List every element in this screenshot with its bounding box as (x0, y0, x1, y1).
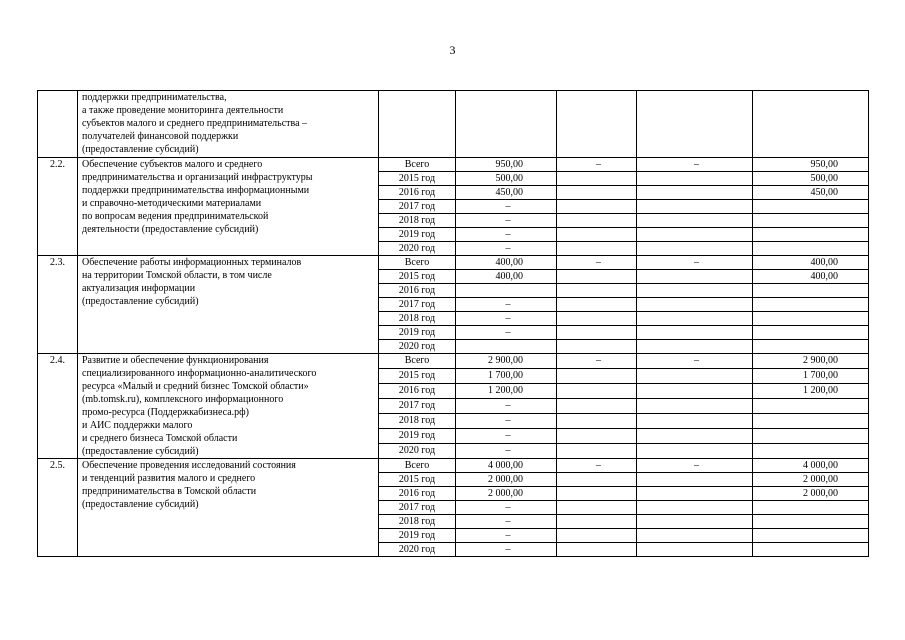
federal-amount: – (557, 158, 637, 172)
regional-amount: 2 000,00 (753, 487, 869, 501)
description-line: предпринимательства и организаций инфраструктуры (82, 172, 313, 183)
federal-amount (557, 214, 637, 228)
total-amount: – (456, 298, 557, 312)
federal-amount (557, 473, 637, 487)
regional-amount: 1 200,00 (753, 384, 869, 399)
description-line: специализированного информационно-аналитического (82, 368, 317, 379)
local-amount (637, 369, 753, 384)
local-amount (637, 473, 753, 487)
federal-amount (557, 369, 637, 384)
description-line: Обеспечение проведения исследований состояния (82, 460, 296, 471)
federal-amount (557, 312, 637, 326)
description-line: и справочно-методическими материалами (82, 198, 262, 209)
description-line: деятельности (предоставление субсидий) (82, 224, 259, 235)
local-amount (637, 284, 753, 298)
regional-amount: 450,00 (753, 186, 869, 200)
total-amount: 2 000,00 (456, 473, 557, 487)
federal-amount (557, 200, 637, 214)
description-line: по вопросам ведения предпринимательской (82, 211, 269, 222)
federal-amount (557, 326, 637, 340)
period-label: Всего (379, 459, 456, 473)
total-amount (456, 340, 557, 354)
period-label: 2020 год (379, 340, 456, 354)
section-number: 2.4. (38, 354, 78, 459)
local-amount (637, 270, 753, 284)
local-amount: – (637, 256, 753, 270)
total-amount: – (456, 429, 557, 444)
regional-amount (753, 214, 869, 228)
table-row (38, 158, 869, 172)
regional-amount (753, 429, 869, 444)
local-amount (637, 242, 753, 256)
regional-amount: 2 900,00 (753, 354, 869, 369)
table-row (38, 354, 869, 369)
period-label: Всего (379, 158, 456, 172)
local-amount (637, 340, 753, 354)
description-line: и АИС поддержки малого (82, 420, 193, 431)
continuation-value-cell (456, 91, 557, 158)
period-label: 2015 год (379, 172, 456, 186)
budget-table-body (38, 91, 869, 557)
total-amount: – (456, 414, 557, 429)
section-description (78, 354, 379, 459)
description-line: (предоставление субсидий) (82, 296, 199, 307)
period-label: 2017 год (379, 298, 456, 312)
description-line: ресурса «Малый и средний бизнес Томской области» (82, 381, 309, 392)
federal-amount (557, 429, 637, 444)
regional-amount (753, 501, 869, 515)
total-amount: – (456, 515, 557, 529)
federal-amount (557, 515, 637, 529)
period-label: 2016 год (379, 487, 456, 501)
description-line: (предоставление субсидий) (82, 144, 199, 155)
regional-amount (753, 515, 869, 529)
total-amount: 400,00 (456, 256, 557, 270)
period-label: 2015 год (379, 369, 456, 384)
federal-amount (557, 270, 637, 284)
period-label: 2018 год (379, 414, 456, 429)
local-amount (637, 414, 753, 429)
description-line: предпринимательства в Томской области (82, 486, 257, 497)
total-amount: 4 000,00 (456, 459, 557, 473)
federal-amount (557, 399, 637, 414)
local-amount (637, 515, 753, 529)
period-label: 2018 год (379, 214, 456, 228)
total-amount: 450,00 (456, 186, 557, 200)
period-label: 2019 год (379, 529, 456, 543)
period-label: 2015 год (379, 473, 456, 487)
section-description (78, 459, 379, 557)
description-line: и среднего бизнеса Томской области (82, 433, 238, 444)
description-line: (предоставление субсидий) (82, 446, 199, 457)
federal-amount (557, 172, 637, 186)
federal-amount (557, 487, 637, 501)
regional-amount (753, 200, 869, 214)
federal-amount (557, 414, 637, 429)
federal-amount (557, 501, 637, 515)
regional-amount (753, 312, 869, 326)
period-label: 2019 год (379, 326, 456, 340)
continuation-value-cell (557, 91, 637, 158)
description-line: получателей финансовой поддержки (82, 131, 239, 142)
period-label: 2016 год (379, 384, 456, 399)
continuation-value-cell (637, 91, 753, 158)
period-label: 2015 год (379, 270, 456, 284)
description-line: и тенденций развития малого и среднего (82, 473, 256, 484)
continuation-value-cell (753, 91, 869, 158)
total-amount: – (456, 501, 557, 515)
total-amount: 2 900,00 (456, 354, 557, 369)
regional-amount (753, 444, 869, 459)
period-label: 2016 год (379, 284, 456, 298)
local-amount: – (637, 354, 753, 369)
local-amount: – (637, 158, 753, 172)
regional-amount (753, 242, 869, 256)
regional-amount (753, 529, 869, 543)
description-line: а также проведение мониторинга деятельности (82, 105, 284, 116)
total-amount: – (456, 200, 557, 214)
total-amount: – (456, 399, 557, 414)
section-description (78, 158, 379, 256)
local-amount (637, 186, 753, 200)
total-amount: 1 700,00 (456, 369, 557, 384)
section-number: 2.2. (38, 158, 78, 256)
local-amount (637, 501, 753, 515)
period-label: Всего (379, 256, 456, 270)
federal-amount (557, 340, 637, 354)
description-line: Обеспечение работы информационных терминалов (82, 257, 302, 268)
period-label: 2017 год (379, 200, 456, 214)
budget-table (37, 90, 869, 557)
period-label: 2020 год (379, 444, 456, 459)
regional-amount: 400,00 (753, 270, 869, 284)
total-amount: 1 200,00 (456, 384, 557, 399)
federal-amount (557, 543, 637, 557)
description-line: на территории Томской области, в том числе (82, 270, 272, 281)
local-amount (637, 298, 753, 312)
period-label: 2018 год (379, 515, 456, 529)
local-amount (637, 429, 753, 444)
regional-amount: 500,00 (753, 172, 869, 186)
total-amount: – (456, 543, 557, 557)
table-row (38, 459, 869, 473)
total-amount: 2 000,00 (456, 487, 557, 501)
local-amount (637, 444, 753, 459)
local-amount (637, 214, 753, 228)
period-label: 2017 год (379, 501, 456, 515)
section-number: 2.3. (38, 256, 78, 354)
period-label: 2018 год (379, 312, 456, 326)
total-amount: – (456, 312, 557, 326)
local-amount (637, 487, 753, 501)
local-amount (637, 200, 753, 214)
local-amount (637, 399, 753, 414)
description-line: промо-ресурса (Поддержкабизнеса.рф) (82, 407, 249, 418)
federal-amount: – (557, 256, 637, 270)
local-amount (637, 543, 753, 557)
local-amount (637, 172, 753, 186)
period-label: 2020 год (379, 543, 456, 557)
page-number: 3 (449, 43, 456, 57)
period-label: 2017 год (379, 399, 456, 414)
federal-amount (557, 242, 637, 256)
description-line: поддержки предпринимательства информационными (82, 185, 310, 196)
total-amount: – (456, 214, 557, 228)
period-label: 2020 год (379, 242, 456, 256)
federal-amount (557, 228, 637, 242)
federal-amount (557, 529, 637, 543)
total-amount: 500,00 (456, 172, 557, 186)
federal-amount (557, 298, 637, 312)
total-amount: – (456, 326, 557, 340)
federal-amount (557, 384, 637, 399)
description-line: Развитие и обеспечение функционирования (82, 355, 269, 366)
regional-amount: 1 700,00 (753, 369, 869, 384)
regional-amount (753, 284, 869, 298)
description-line: (предоставление субсидий) (82, 499, 199, 510)
regional-amount (753, 543, 869, 557)
federal-amount: – (557, 354, 637, 369)
regional-amount: 4 000,00 (753, 459, 869, 473)
continuation-number-cell (38, 91, 78, 158)
federal-amount: – (557, 459, 637, 473)
regional-amount: 2 000,00 (753, 473, 869, 487)
continuation-description (78, 91, 379, 158)
description-line: актуализация информации (82, 283, 196, 294)
total-amount: 950,00 (456, 158, 557, 172)
period-label: Всего (379, 354, 456, 369)
description-line: (mb.tomsk.ru), комплексного информационного (82, 394, 284, 405)
section-description (78, 256, 379, 354)
federal-amount (557, 186, 637, 200)
regional-amount (753, 340, 869, 354)
period-label: 2016 год (379, 186, 456, 200)
local-amount: – (637, 459, 753, 473)
period-label: 2019 год (379, 429, 456, 444)
local-amount (637, 228, 753, 242)
local-amount (637, 384, 753, 399)
period-label: 2019 год (379, 228, 456, 242)
regional-amount (753, 326, 869, 340)
regional-amount: 950,00 (753, 158, 869, 172)
local-amount (637, 312, 753, 326)
description-line: субъектов малого и среднего предпринимательства – (82, 118, 308, 129)
table-row (38, 256, 869, 270)
total-amount: – (456, 529, 557, 543)
continuation-year-cell (379, 91, 456, 158)
description-line: поддержки предпринимательства, (82, 92, 227, 103)
regional-amount: 400,00 (753, 256, 869, 270)
total-amount: 400,00 (456, 270, 557, 284)
total-amount: – (456, 242, 557, 256)
regional-amount (753, 399, 869, 414)
total-amount: – (456, 444, 557, 459)
description-line: Обеспечение субъектов малого и среднего (82, 159, 263, 170)
federal-amount (557, 444, 637, 459)
total-amount (456, 284, 557, 298)
local-amount (637, 529, 753, 543)
regional-amount (753, 414, 869, 429)
federal-amount (557, 284, 637, 298)
continuation-row (38, 91, 869, 158)
section-number: 2.5. (38, 459, 78, 557)
regional-amount (753, 228, 869, 242)
total-amount: – (456, 228, 557, 242)
local-amount (637, 326, 753, 340)
regional-amount (753, 298, 869, 312)
